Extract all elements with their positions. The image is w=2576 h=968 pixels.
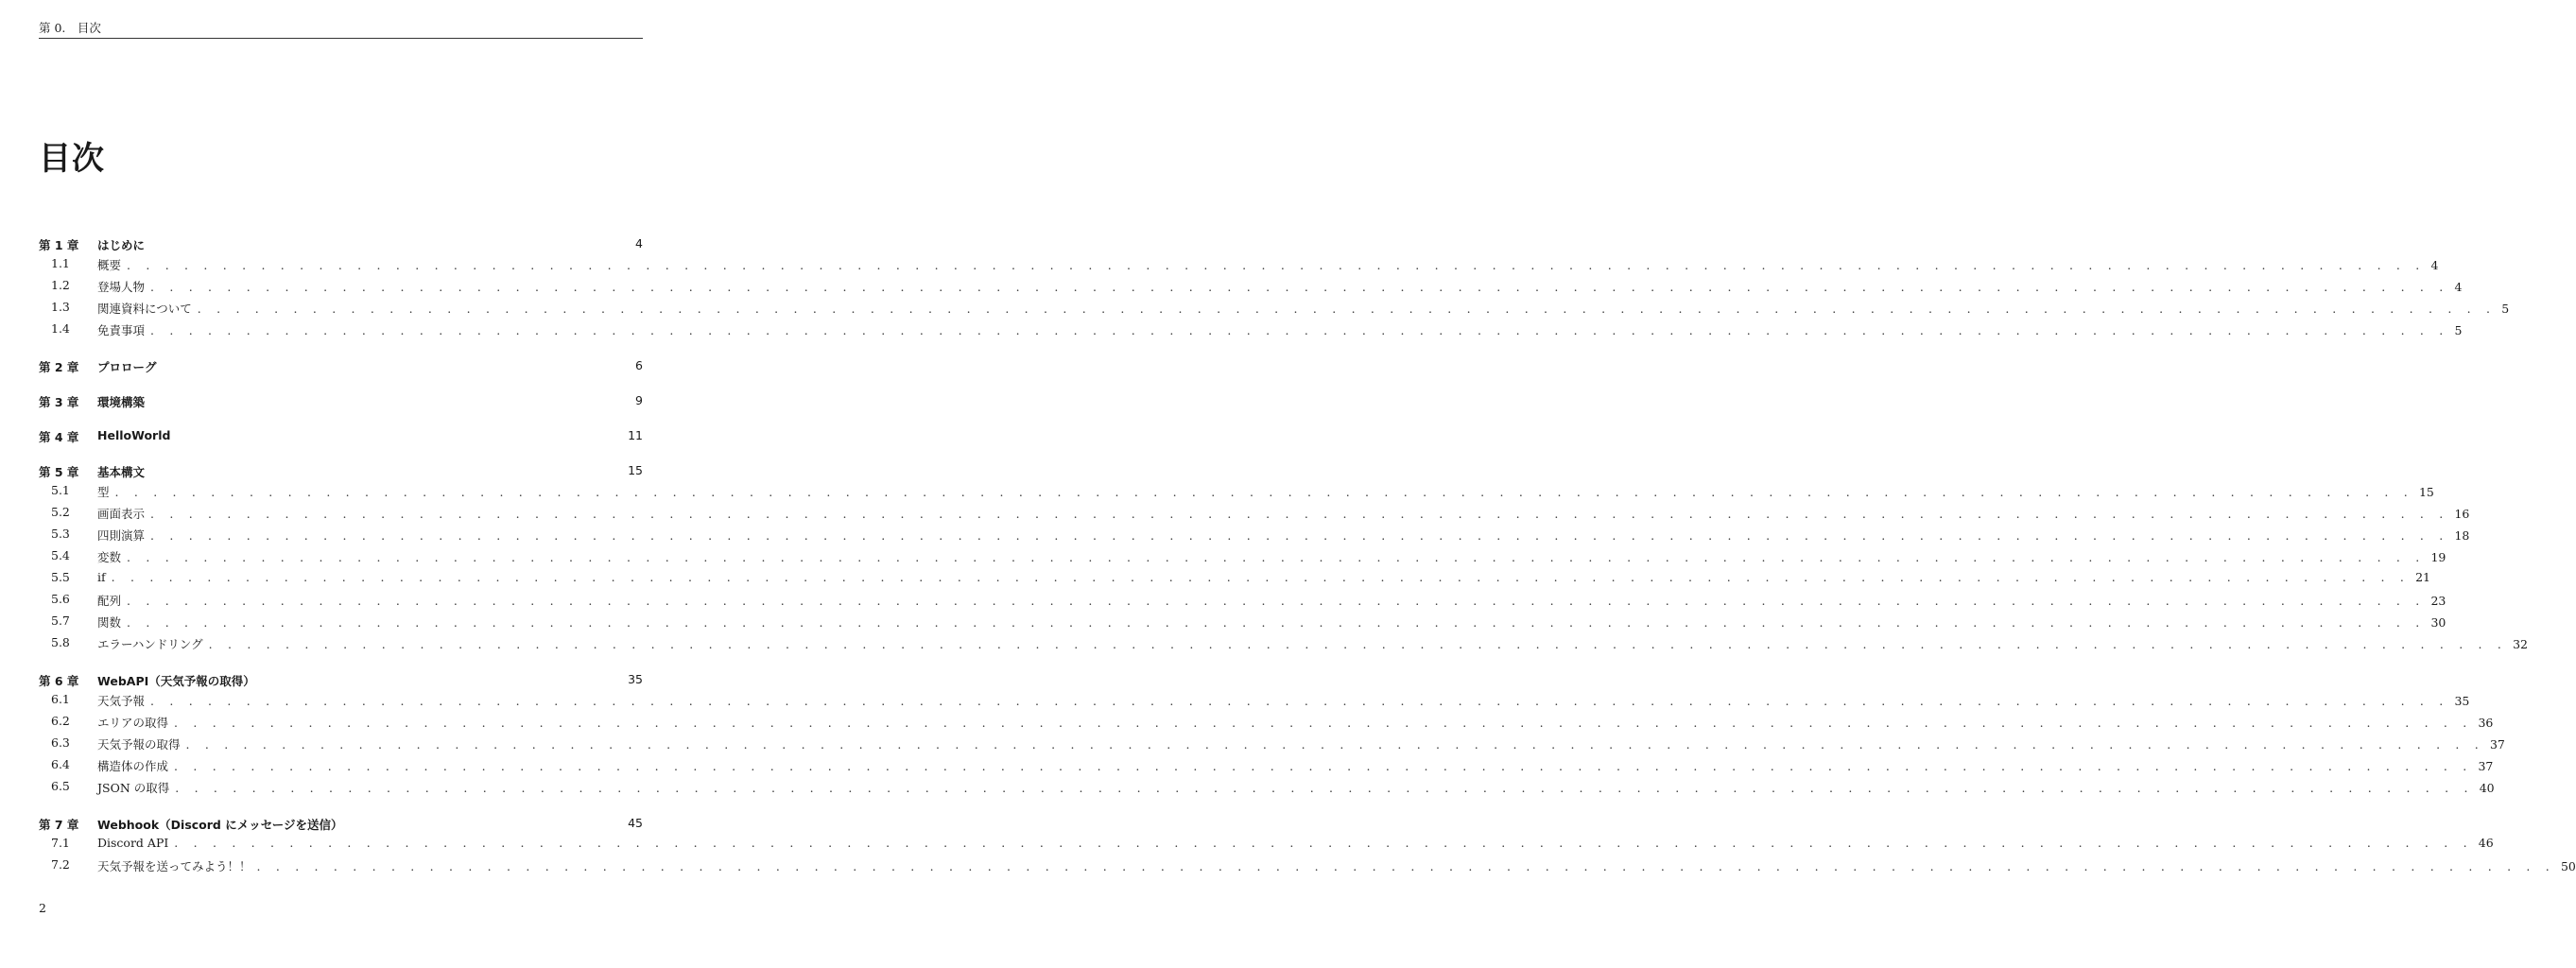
section-page-number: 46 <box>2478 836 2494 850</box>
toc-section-row[interactable] <box>39 483 2434 505</box>
chapter-number: 第 4 章 <box>39 430 79 444</box>
section-title: 天気予報の取得 <box>97 737 181 752</box>
toc-section-row[interactable] <box>39 692 2470 714</box>
section-title: 構造体の作成 <box>97 759 169 773</box>
chapter-page-number: 11 <box>628 428 643 442</box>
chapter-page-number: 45 <box>628 816 643 830</box>
dot-leader: . . . . . . . . . . . . . . . . . . . . . . . . . . . . . . . . . . . . . . . . . . . . . . . . . . . . . . . . . . . . . . . . . . . . . . . . . . . . . . . . . . . . . . . . . . . . . . . . . . . . . . . . . . . . . . . . . . . . . . . . <box>150 323 2449 337</box>
section-number: 6.2 <box>51 714 70 728</box>
section-title: JSON の取得 <box>97 781 170 795</box>
toc-section-row[interactable] <box>39 592 2446 614</box>
dot-leader: . . . . . . . . . . . . . . . . . . . . . . . . . . . . . . . . . . . . . . . . . . . . . . . . . . . . . . . . . . . . . . . . . . . . . . . . . . . . . . . . . . . . . . . . . . . . . . . . . . . . . . . . . . . . . . . . . . . . . . . . <box>127 258 2426 272</box>
section-title: エリアの取得 <box>97 716 169 730</box>
dot-leader: . . . . . . . . . . . . . . . . . . . . . . . . . . . . . . . . . . . . . . . . . . . . . . . . . . . . . . . . . . . . . . . . . . . . . . . . . . . . . . . . . . . . . . . . . . . . . . . . . . . . . . . . . . . . . . . . . . . . . . . . <box>127 615 2426 630</box>
chapter-page-number: 4 <box>635 236 643 251</box>
header-rule <box>39 38 643 39</box>
section-number: 5.5 <box>51 570 70 584</box>
section-page-number: 5 <box>2501 302 2510 316</box>
dot-leader: . . . . . . . . . . . . . . . . . . . . . . . . . . . . . . . . . . . . . . . . . . . . . . . . . . . . . . . . . . . . . . . . . . . . . . . . . . . . . . . . . . . . . . . . . . . . . . . . . . . . . . . . . . . . . . . . . . . . . . . . <box>150 528 2449 543</box>
section-number: 5.7 <box>51 614 70 628</box>
toc-section-row[interactable] <box>39 321 2463 343</box>
section-number: 5.1 <box>51 483 70 497</box>
section-title: 関数 <box>97 615 122 630</box>
toc-chapter-row[interactable] <box>39 236 643 256</box>
toc-chapter-row[interactable] <box>39 428 643 448</box>
toc-section-row[interactable] <box>39 570 2430 592</box>
toc-chapter-row[interactable] <box>39 358 643 378</box>
section-page-number: 4 <box>2430 258 2439 272</box>
section-number: 6.3 <box>51 735 70 750</box>
toc-chapter-row[interactable] <box>39 463 643 483</box>
chapter-title: 環境構築 <box>97 395 146 409</box>
section-number: 5.2 <box>51 505 70 519</box>
toc-section-row[interactable] <box>39 635 2528 657</box>
section-page-number: 5 <box>2454 323 2463 337</box>
toc-section-row[interactable] <box>39 300 2510 321</box>
section-title: 四則演算 <box>97 528 146 543</box>
chapter-title: はじめに <box>97 238 146 252</box>
dot-leader: . . . . . . . . . . . . . . . . . . . . . . . . . . . . . . . . . . . . . . . . . . . . . . . . . . . . . . . . . . . . . . . . . . . . . . . . . . . . . . . . . . . . . . . . . . . . . . . . . . . . . . . . . . . . . . . . . . . . . . . . <box>150 694 2449 708</box>
section-number: 5.6 <box>51 592 70 606</box>
chapter-page-number: 6 <box>635 358 643 372</box>
section-title: 配列 <box>97 594 122 608</box>
toc-section-row[interactable] <box>39 505 2470 527</box>
dot-leader: . . . . . . . . . . . . . . . . . . . . . . . . . . . . . . . . . . . . . . . . . . . . . . . . . . . . . . . . . . . . . . . . . . . . . . . . . . . . . . . . . . . . . . . . . . . . . . . . . . . . . . . . . . . . . . . . . . . . . . . . <box>174 716 2473 730</box>
section-page-number: 19 <box>2430 550 2446 564</box>
toc-section-row[interactable] <box>39 548 2446 570</box>
chapter-page-number: 9 <box>635 393 643 407</box>
section-number: 1.1 <box>51 256 70 270</box>
toc-section-row[interactable] <box>39 614 2446 635</box>
section-page-number: 50 <box>2560 859 2576 873</box>
dot-leader: . . . . . . . . . . . . . . . . . . . . . . . . . . . . . . . . . . . . . . . . . . . . . . . . . . . . . . . . . . . . . . . . . . . . . . . . . . . . . . . . . . . . . . . . . . . . . . . . . . . . . . . . . . . . . . . . . . . . . . . . <box>150 507 2449 521</box>
section-page-number: 23 <box>2430 594 2446 608</box>
section-page-number: 21 <box>2415 570 2430 584</box>
dot-leader: . . . . . . . . . . . . . . . . . . . . . . . . . . . . . . . . . . . . . . . . . . . . . . . . . . . . . . . . . . . . . . . . . . . . . . . . . . . . . . . . . . . . . . . . . . . . . . . . . . . . . . . . . . . . . . . . . . . . . . . . <box>174 836 2473 850</box>
section-title: 画面表示 <box>97 507 146 521</box>
chapter-number: 第 7 章 <box>39 818 79 832</box>
dot-leader: . . . . . . . . . . . . . . . . . . . . . . . . . . . . . . . . . . . . . . . . . . . . . . . . . . . . . . . . . . . . . . . . . . . . . . . . . . . . . . . . . . . . . . . . . . . . . . . . . . . . . . . . . . . . . . . . . . . . . . . . <box>127 550 2426 564</box>
section-number: 5.8 <box>51 635 70 649</box>
dot-leader: . . . . . . . . . . . . . . . . . . . . . . . . . . . . . . . . . . . . . . . . . . . . . . . . . . . . . . . . . . . . . . . . . . . . . . . . . . . . . . . . . . . . . . . . . . . . . . . . . . . . . . . . . . . . . . . . . . . . . . . . <box>111 570 2411 584</box>
section-title: 免責事項 <box>97 323 146 337</box>
section-number: 6.4 <box>51 757 70 771</box>
section-number: 5.4 <box>51 548 70 562</box>
chapter-number: 第 2 章 <box>39 360 79 374</box>
toc-section-row[interactable] <box>39 256 2439 278</box>
section-page-number: 35 <box>2454 694 2470 708</box>
section-number: 1.4 <box>51 321 70 336</box>
section-number: 1.2 <box>51 278 70 292</box>
toc-chapter-row[interactable] <box>39 393 643 413</box>
running-header <box>39 19 643 38</box>
table-of-contents <box>39 236 2576 879</box>
section-number: 7.1 <box>51 836 70 850</box>
toc-section-row[interactable] <box>39 857 2576 879</box>
section-title: 概要 <box>97 258 122 272</box>
toc-section-row[interactable] <box>39 527 2470 548</box>
section-page-number: 30 <box>2430 615 2446 630</box>
chapter-number: 第 1 章 <box>39 238 79 252</box>
dot-leader: . . . . . . . . . . . . . . . . . . . . . . . . . . . . . . . . . . . . . . . . . . . . . . . . . . . . . . . . . . . . . . . . . . . . . . . . . . . . . . . . . . . . . . . . . . . . . . . . . . . . . . . . . . . . . . . . . . . . . . . . <box>127 594 2426 608</box>
running-header-title: 第 0. 目次 <box>39 21 101 35</box>
section-title: エラーハンドリング <box>97 637 203 651</box>
section-title: 関連資料について <box>97 302 192 316</box>
section-number: 5.3 <box>51 527 70 541</box>
section-number: 7.2 <box>51 857 70 872</box>
chapter-title: WebAPI（天気予報の取得） <box>97 674 255 688</box>
toc-section-row[interactable] <box>39 836 2494 857</box>
page-title: 目次 <box>39 140 105 178</box>
section-page-number: 15 <box>2418 485 2434 499</box>
section-title: 型 <box>97 485 110 499</box>
section-title: if <box>97 570 106 584</box>
section-page-number: 4 <box>2454 280 2463 294</box>
chapter-page-number: 35 <box>628 672 643 686</box>
section-page-number: 16 <box>2454 507 2470 521</box>
dot-leader: . . . . . . . . . . . . . . . . . . . . . . . . . . . . . . . . . . . . . . . . . . . . . . . . . . . . . . . . . . . . . . . . . . . . . . . . . . . . . . . . . . . . . . . . . . . . . . . . . . . . . . . . . . . . . . . . . . . . . . . . <box>185 737 2484 752</box>
toc-section-row[interactable] <box>39 735 2505 757</box>
dot-leader: . . . . . . . . . . . . . . . . . . . . . . . . . . . . . . . . . . . . . . . . . . . . . . . . . . . . . . . . . . . . . . . . . . . . . . . . . . . . . . . . . . . . . . . . . . . . . . . . . . . . . . . . . . . . . . . . . . . . . . . . <box>208 637 2508 651</box>
toc-chapter-row[interactable] <box>39 672 643 692</box>
chapter-number: 第 5 章 <box>39 465 79 479</box>
dot-leader: . . . . . . . . . . . . . . . . . . . . . . . . . . . . . . . . . . . . . . . . . . . . . . . . . . . . . . . . . . . . . . . . . . . . . . . . . . . . . . . . . . . . . . . . . . . . . . . . . . . . . . . . . . . . . . . . . . . . . . . . <box>197 302 2497 316</box>
section-page-number: 37 <box>2489 737 2505 752</box>
page-number: 2 <box>39 901 46 915</box>
toc-chapter-row[interactable] <box>39 816 643 836</box>
toc-section-row[interactable] <box>39 714 2494 735</box>
dot-leader: . . . . . . . . . . . . . . . . . . . . . . . . . . . . . . . . . . . . . . . . . . . . . . . . . . . . . . . . . . . . . . . . . . . . . . . . . . . . . . . . . . . . . . . . . . . . . . . . . . . . . . . . . . . . . . . . . . . . . . . . <box>114 485 2413 499</box>
section-number: 6.1 <box>51 692 70 706</box>
toc-section-row[interactable] <box>39 779 2495 801</box>
section-page-number: 32 <box>2513 637 2528 651</box>
section-page-number: 36 <box>2478 716 2494 730</box>
section-title: 天気予報を送ってみよう！！ <box>97 859 251 873</box>
toc-section-row[interactable] <box>39 278 2463 300</box>
chapter-title: HelloWorld <box>97 428 171 442</box>
section-page-number: 37 <box>2478 759 2494 773</box>
dot-leader: . . . . . . . . . . . . . . . . . . . . . . . . . . . . . . . . . . . . . . . . . . . . . . . . . . . . . . . . . . . . . . . . . . . . . . . . . . . . . . . . . . . . . . . . . . . . . . . . . . . . . . . . . . . . . . . . . . . . . . . . <box>256 859 2555 873</box>
chapter-title: プロローグ <box>97 360 157 374</box>
chapter-page-number: 15 <box>628 463 643 477</box>
section-title: 変数 <box>97 550 122 564</box>
chapter-number: 第 3 章 <box>39 395 79 409</box>
section-title: Discord API <box>97 836 169 850</box>
dot-leader: . . . . . . . . . . . . . . . . . . . . . . . . . . . . . . . . . . . . . . . . . . . . . . . . . . . . . . . . . . . . . . . . . . . . . . . . . . . . . . . . . . . . . . . . . . . . . . . . . . . . . . . . . . . . . . . . . . . . . . . . <box>150 280 2449 294</box>
section-number: 6.5 <box>51 779 70 793</box>
chapter-title: Webhook（Discord にメッセージを送信） <box>97 818 343 832</box>
chapter-number: 第 6 章 <box>39 674 79 688</box>
dot-leader: . . . . . . . . . . . . . . . . . . . . . . . . . . . . . . . . . . . . . . . . . . . . . . . . . . . . . . . . . . . . . . . . . . . . . . . . . . . . . . . . . . . . . . . . . . . . . . . . . . . . . . . . . . . . . . . . . . . . . . . . <box>174 759 2473 773</box>
section-page-number: 18 <box>2454 528 2470 543</box>
section-title: 天気予報 <box>97 694 146 708</box>
section-number: 1.3 <box>51 300 70 314</box>
toc-section-row[interactable] <box>39 757 2494 779</box>
section-title: 登場人物 <box>97 280 146 294</box>
chapter-title: 基本構文 <box>97 465 146 479</box>
section-page-number: 40 <box>2479 781 2495 795</box>
dot-leader: . . . . . . . . . . . . . . . . . . . . . . . . . . . . . . . . . . . . . . . . . . . . . . . . . . . . . . . . . . . . . . . . . . . . . . . . . . . . . . . . . . . . . . . . . . . . . . . . . . . . . . . . . . . . . . . . . . . . . . . . <box>175 781 2474 795</box>
